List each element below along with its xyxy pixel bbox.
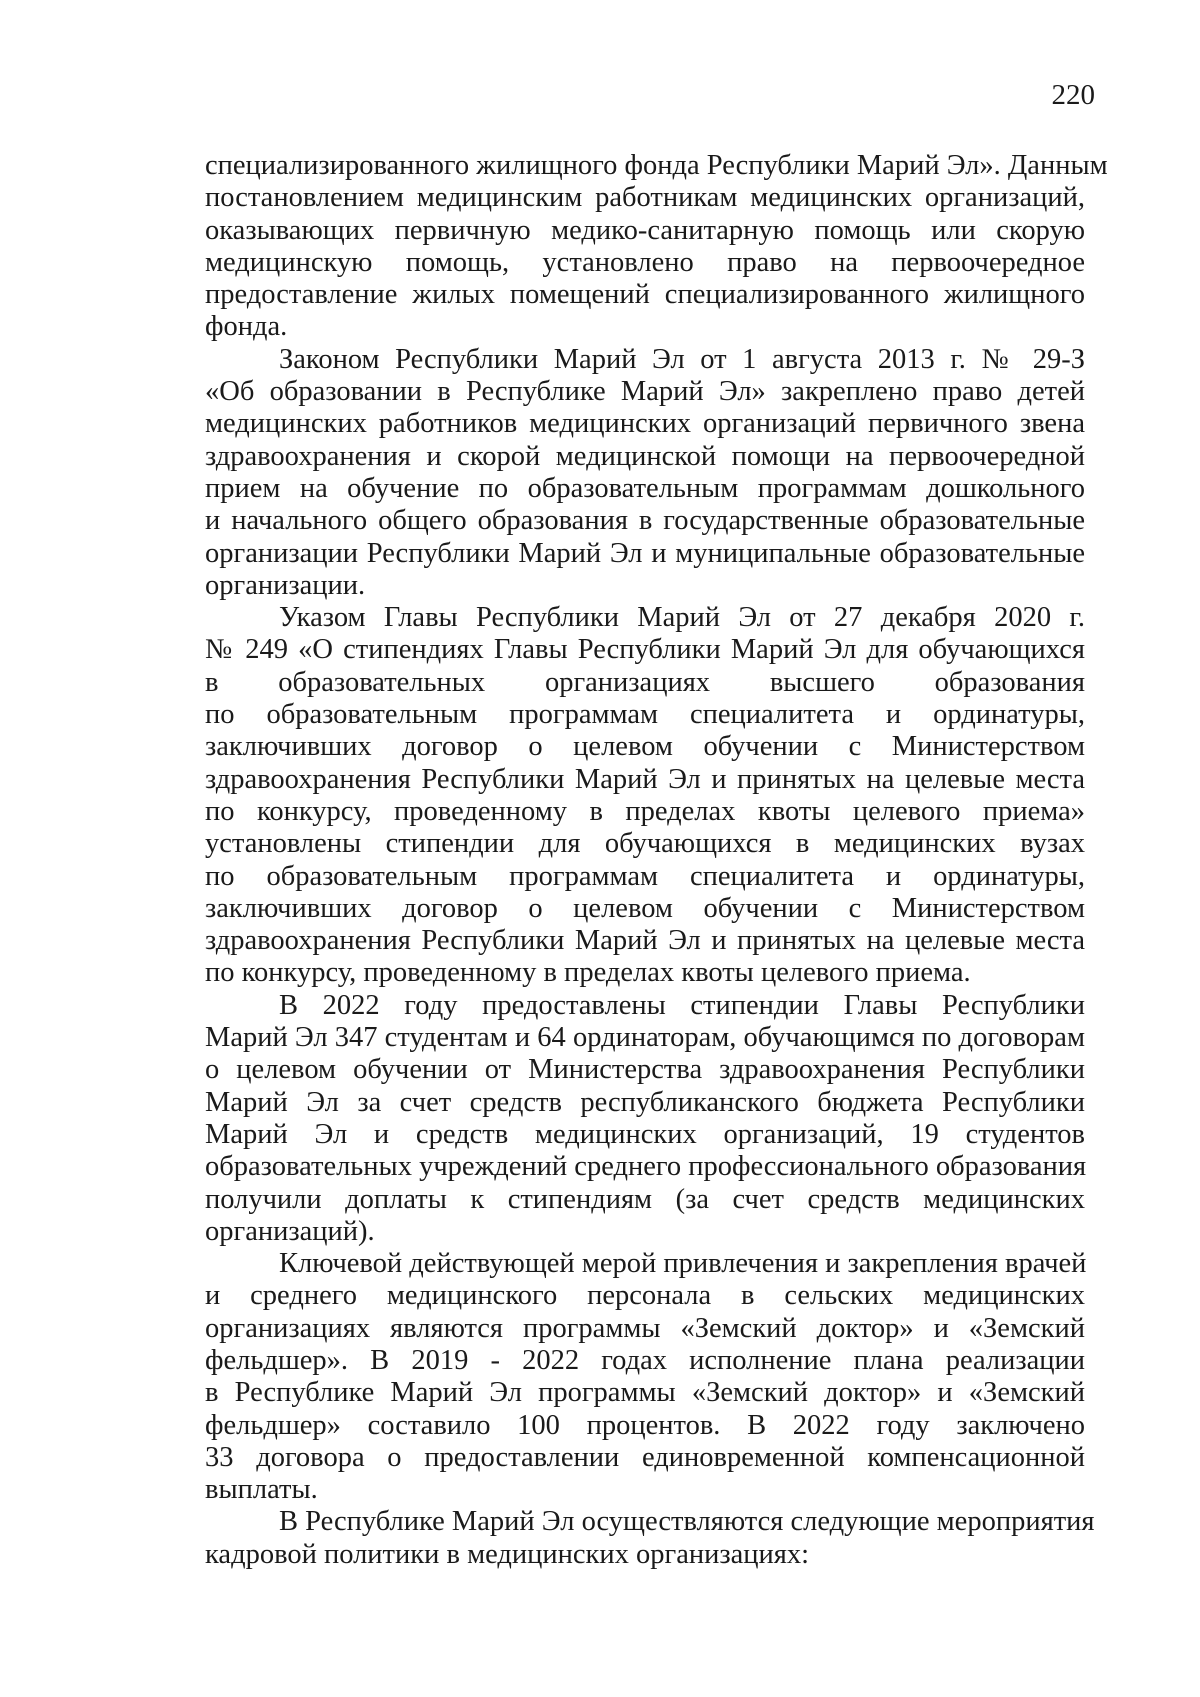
text-line: Ключевой действующей мерой привлечения и закрепления врачей bbox=[279, 1248, 1087, 1280]
document-body bbox=[205, 150, 1108, 1571]
text-line: № 249 «О стипендиях Главы Республики Марий Эл для обучающихся bbox=[205, 634, 1085, 666]
text-line: по образовательным программам специалитета и ординатуры, bbox=[205, 860, 1085, 892]
text-line: здравоохранения Республики Марий Эл и принятых на целевые места bbox=[205, 763, 1085, 795]
text-line: выплаты. bbox=[205, 1474, 318, 1506]
text-line: Указом Главы Республики Марий Эл от 27 декабря 2020 г. bbox=[279, 602, 1085, 634]
text-line: специализированного жилищного фонда Республики Марий Эл». Данным bbox=[205, 150, 1108, 181]
text-line: организации. bbox=[205, 569, 366, 601]
text-line: кадровой политики в медицинских организациях: bbox=[205, 1538, 810, 1570]
text-line: организации Республики Марий Эл и муниципальные образовательные bbox=[205, 537, 1085, 569]
text-line: прием на обучение по образовательным программам дошкольного bbox=[205, 472, 1085, 504]
text-line: заключивших договор о целевом обучении с Министерством bbox=[205, 731, 1085, 763]
text-line: фельдшер» составило 100 процентов. В 2022 году заключено bbox=[205, 1409, 1085, 1441]
page-number: 220 bbox=[1051, 79, 1095, 111]
text-line: фонда. bbox=[205, 311, 288, 343]
text-line: образовательных учреждений среднего профессионального образования bbox=[205, 1151, 1087, 1183]
text-line: постановлением медицинским работникам медицинских организаций, bbox=[205, 182, 1085, 214]
text-line: предоставление жилых помещений специализированного жилищного bbox=[205, 279, 1085, 311]
text-line: медицинскую помощь, установлено право на первоочередное bbox=[205, 246, 1085, 278]
text-line: Марий Эл 347 студентам и 64 ординаторам, обучающимся по договорам bbox=[205, 1022, 1085, 1054]
text-line: медицинских работников медицинских организаций первичного звена bbox=[205, 408, 1085, 440]
text-line: организациях являются программы «Земский доктор» и «Земский bbox=[205, 1312, 1085, 1344]
text-line: заключивших договор о целевом обучении с Министерством bbox=[205, 892, 1085, 924]
text-line: Марий Эл за счет средств республиканского бюджета Республики bbox=[205, 1086, 1085, 1118]
text-line: и начального общего образования в государственные образовательные bbox=[205, 505, 1085, 537]
text-line: «Об образовании в Республике Марий Эл» закреплено право детей bbox=[205, 376, 1085, 408]
text-line: установлены стипендии для обучающихся в медицинских вузах bbox=[205, 828, 1085, 860]
text-line: в образовательных организациях высшего образования bbox=[205, 666, 1085, 698]
text-line: фельдшер». В 2019 - 2022 годах исполнение плана реализации bbox=[205, 1344, 1085, 1376]
text-line: 33 договора о предоставлении единовременной компенсационной bbox=[205, 1441, 1085, 1473]
text-line: В 2022 году предоставлены стипендии Главы Республики bbox=[279, 989, 1085, 1021]
text-line: В Республике Марий Эл осуществляются следующие мероприятия bbox=[279, 1506, 1095, 1538]
text-line: оказывающих первичную медико-санитарную помощь или скорую bbox=[205, 214, 1085, 246]
text-line: организаций). bbox=[205, 1215, 375, 1247]
text-line: здравоохранения и скорой медицинской помощи на первоочередной bbox=[205, 440, 1085, 472]
text-line: Законом Республики Марий Эл от 1 августа 2013 г. № 29-З bbox=[279, 343, 1085, 375]
text-line: по конкурсу, проведенному в пределах квоты целевого приема. bbox=[205, 957, 971, 989]
text-line: и среднего медицинского персонала в сельских медицинских bbox=[205, 1280, 1085, 1312]
text-line: здравоохранения Республики Марий Эл и принятых на целевые места bbox=[205, 925, 1085, 957]
text-line: по конкурсу, проведенному в пределах квоты целевого приема» bbox=[205, 795, 1085, 827]
text-line: получили доплаты к стипендиям (за счет средств медицинских bbox=[205, 1183, 1085, 1215]
text-line: Марий Эл и средств медицинских организаций, 19 студентов bbox=[205, 1118, 1085, 1150]
text-line: о целевом обучении от Министерства здравоохранения Республики bbox=[205, 1054, 1085, 1086]
text-line: в Республике Марий Эл программы «Земский доктор» и «Земский bbox=[205, 1377, 1085, 1409]
text-line: по образовательным программам специалитета и ординатуры, bbox=[205, 699, 1085, 731]
